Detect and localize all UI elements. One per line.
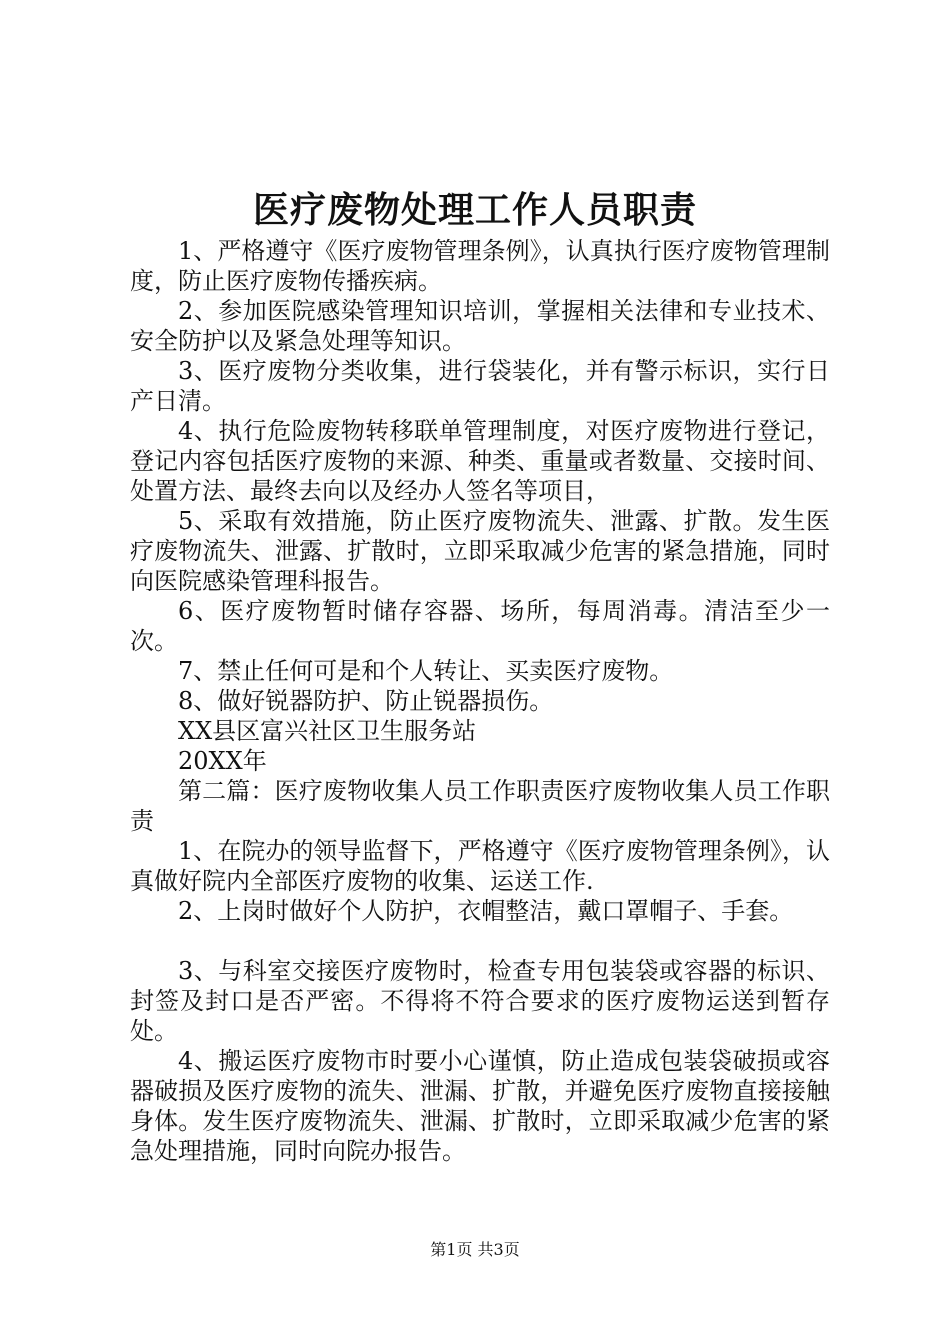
paragraph-1: 1、严格遵守《医疗废物管理条例》，认真执行医疗废物管理制度，防止医疗废物传播疾病。 [130,237,830,295]
page-footer: 第1页 共3页 [430,1240,520,1259]
section2-paragraph-3: 3、与科室交接医疗废物时，检查专用包装袋或容器的标识、封签及封口是否严密。不得将不符合要求的医疗废物运送到暂存处。 [130,957,830,1045]
paragraph-7: 7、禁止任何可是和个人转让、买卖医疗废物。 [178,657,674,685]
document-title: 医疗废物处理工作人员职责 [252,189,697,231]
section2-paragraph-1: 1、在院办的领导监督下，严格遵守《医疗废物管理条例》，认真做好院内全部医疗废物的收集、运送工作. [130,837,830,895]
document-year: 20XX年 [178,747,267,775]
section2-paragraph-4: 4、搬运医疗废物市时要小心谨慎，防止造成包装袋破损或容器破损及医疗废物的流失、泄漏、扩散，并避免医疗废物直接接触身体。发生医疗废物流失、泄漏、扩散时，立即采取减少危害的紧急处理措施，同时向院办报告。 [130,1047,830,1165]
paragraph-2: 2、参加医院感染管理知识培训，掌握相关法律和专业技术、安全防护以及紧急处理等知识。 [130,297,830,355]
paragraph-4: 4、执行危险废物转移联单管理制度，对医疗废物进行登记，登记内容包括医疗废物的来源、种类、重量或者数量、交接时间、处置方法、最终去向以及经办人签名等项目， [130,417,830,505]
document-body [130,236,830,1166]
paragraph-3: 3、医疗废物分类收集，进行袋装化，并有警示标识，实行日产日清。 [130,357,830,415]
paragraph-8: 8、做好锐器防护、防止锐器损伤。 [178,687,554,715]
organization-name: XX县区富兴社区卫生服务站 [178,717,477,745]
paragraph-5: 5、采取有效措施，防止医疗废物流失、泄露、扩散。发生医疗废物流失、泄露、扩散时，立即采取减少危害的紧急措施，同时向医院感染管理科报告。 [130,507,830,595]
section-heading: 第二篇：医疗废物收集人员工作职责医疗废物收集人员工作职责 [130,777,830,835]
section2-paragraph-2: 2、上岗时做好个人防护，衣帽整洁，戴口罩帽子、手套。 [178,897,794,925]
paragraph-6: 6、医疗废物暂时储存容器、场所，每周消毒。清洁至少一次。 [130,597,830,655]
